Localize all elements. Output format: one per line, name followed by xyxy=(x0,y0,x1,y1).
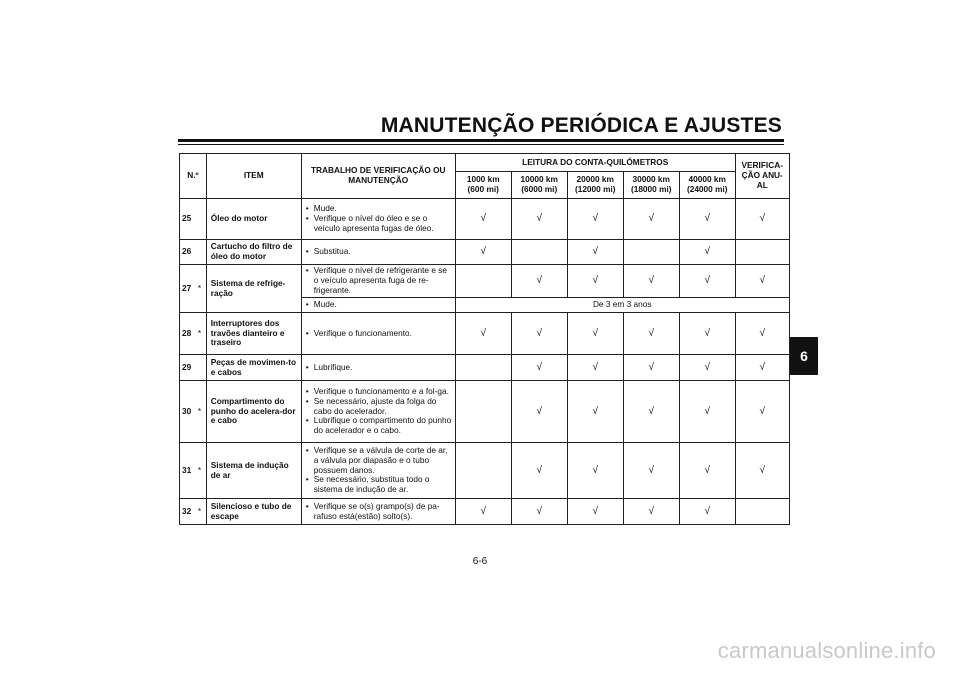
work-cell xyxy=(301,355,455,381)
check-cell: √ xyxy=(455,240,511,265)
title-rule xyxy=(178,139,784,142)
row-item: Sistema de refrige-ração xyxy=(206,265,301,313)
check-cell: √ xyxy=(567,240,623,265)
bullet-dot: • xyxy=(305,203,309,214)
check-cell: √ xyxy=(679,443,735,499)
table-row xyxy=(180,381,790,443)
work-bullet xyxy=(306,397,453,417)
work-text: Verifique o nível de refrigerante e se o veículo apresenta fuga de re-frigerante. xyxy=(313,265,448,295)
header-item: ITEM xyxy=(206,154,301,199)
row-item: Silencioso e tubo de escape xyxy=(206,499,301,525)
work-text: Verifique o funcionamento. xyxy=(313,327,412,338)
table-row xyxy=(180,265,790,298)
row-item: Sistema de indução de ar xyxy=(206,443,301,499)
page-number: 6-6 xyxy=(472,556,488,567)
row-item: Compartimento do punho do acelera-dor e cabo xyxy=(206,381,301,443)
title-rule-thin xyxy=(178,144,784,145)
header-odometer: LEITURA DO CONTA-QUILÓMETROS xyxy=(455,154,735,172)
work-text: Se necessário, ajuste da folga do cabo do acelerador. xyxy=(313,395,437,416)
check-cell: √ xyxy=(623,265,679,298)
table-row xyxy=(180,355,790,381)
work-text: Verifique o funcionamento e a fol-ga. xyxy=(313,385,449,396)
check-cell: √ xyxy=(511,381,567,443)
check-cell: √ xyxy=(679,313,735,355)
chapter-tab: 6 xyxy=(790,337,818,375)
work-cell xyxy=(301,499,455,525)
row-asterisk xyxy=(193,199,206,240)
work-cell xyxy=(301,313,455,355)
work-bullet xyxy=(306,446,453,476)
work-text: Verifique se a válvula de corte de ar, a válvula por diapasão e o tubo possuem danos. xyxy=(313,444,448,475)
row-number: 28 xyxy=(180,313,194,355)
work-text: Lubrifique o compartimento do punho do acelerador e o cabo. xyxy=(313,415,452,436)
check-cell: √ xyxy=(679,499,735,525)
work-cell xyxy=(301,240,455,265)
work-text: Mude. xyxy=(313,299,337,310)
bullet-dot: • xyxy=(305,265,309,276)
bullet-dot: • xyxy=(305,500,309,511)
check-cell: √ xyxy=(623,199,679,240)
row-item: Cartucho do filtro de óleo do motor xyxy=(206,240,301,265)
work-bullet xyxy=(306,329,453,339)
row-asterisk xyxy=(193,355,206,381)
check-cell: √ xyxy=(735,313,789,355)
check-cell: √ xyxy=(735,443,789,499)
row-number: 25 xyxy=(180,199,194,240)
check-cell: √ xyxy=(567,381,623,443)
check-cell: √ xyxy=(735,355,789,381)
bullet-dot: • xyxy=(305,361,309,372)
work-bullet xyxy=(306,214,453,234)
table-row xyxy=(180,240,790,265)
work-bullet xyxy=(306,475,453,495)
work-bullet xyxy=(306,363,453,373)
row-asterisk: * xyxy=(193,381,206,443)
work-cell xyxy=(301,298,455,313)
check-cell xyxy=(623,240,679,265)
header-interval: 20000 km (12000 mi) xyxy=(567,172,623,199)
check-cell: √ xyxy=(455,313,511,355)
bullet-dot: • xyxy=(305,415,309,426)
header-interval: 30000 km (18000 mi) xyxy=(623,172,679,199)
header-interval: 40000 km (24000 mi) xyxy=(679,172,735,199)
row-asterisk: * xyxy=(193,443,206,499)
bullet-dot: • xyxy=(305,444,309,455)
row-number: 30 xyxy=(180,381,194,443)
check-cell: √ xyxy=(567,199,623,240)
work-text: Verifique o nível do óleo e se o veículo apresenta fugas de óleo. xyxy=(313,213,434,233)
table-row xyxy=(180,313,790,355)
check-cell: √ xyxy=(679,355,735,381)
table-row xyxy=(180,443,790,499)
header-work: TRABALHO DE VERIFICAÇÃO OU MANUTENÇÃO xyxy=(301,154,455,199)
check-cell: √ xyxy=(735,199,789,240)
check-cell xyxy=(455,355,511,381)
bullet-dot: • xyxy=(305,213,309,224)
row-number: 26 xyxy=(180,240,194,265)
work-text: Substitua. xyxy=(313,246,351,257)
page-title: MANUTENÇÃO PERIÓDICA E AJUSTES xyxy=(380,114,782,137)
check-cell: √ xyxy=(679,381,735,443)
bullet-dot: • xyxy=(305,299,309,310)
bullet-dot: • xyxy=(305,327,309,338)
check-cell: √ xyxy=(679,240,735,265)
bullet-dot: • xyxy=(305,246,309,257)
check-cell xyxy=(455,265,511,298)
row-item: Interruptores dos travões dianteiro e traseiro xyxy=(206,313,301,355)
check-cell: √ xyxy=(567,265,623,298)
work-cell xyxy=(301,443,455,499)
check-cell: √ xyxy=(511,265,567,298)
row-number: 31 xyxy=(180,443,194,499)
row-asterisk xyxy=(193,240,206,265)
check-cell: √ xyxy=(567,499,623,525)
table-row xyxy=(180,499,790,525)
row-asterisk: * xyxy=(193,499,206,525)
check-cell: √ xyxy=(567,443,623,499)
check-cell: √ xyxy=(511,355,567,381)
check-cell: √ xyxy=(567,355,623,381)
check-cell: √ xyxy=(511,443,567,499)
check-cell: √ xyxy=(679,265,735,298)
work-bullet xyxy=(306,416,453,436)
header-interval: 10000 km (6000 mi) xyxy=(511,172,567,199)
check-cell: √ xyxy=(735,381,789,443)
work-bullet xyxy=(306,266,453,296)
work-text: Mude. xyxy=(313,203,337,214)
check-cell xyxy=(455,443,511,499)
row-number: 27 xyxy=(180,265,194,313)
header-annual: VERIFICA-ÇÃO ANU-AL xyxy=(735,154,789,199)
row-item: Peças de movimen-to e cabos xyxy=(206,355,301,381)
row-number: 29 xyxy=(180,355,194,381)
interval-span: De 3 em 3 anos xyxy=(455,298,789,313)
work-text: Verifique se o(s) grampo(s) de pa-rafuso está(estão) solto(s). xyxy=(313,500,440,521)
check-cell: √ xyxy=(511,313,567,355)
work-bullet xyxy=(306,502,453,522)
bullet-dot: • xyxy=(305,385,309,396)
check-cell xyxy=(511,240,567,265)
check-cell: √ xyxy=(455,499,511,525)
check-cell: √ xyxy=(455,199,511,240)
header-interval: 1000 km (600 mi) xyxy=(455,172,511,199)
watermark: carmanualsonline.info xyxy=(717,638,936,663)
check-cell: √ xyxy=(679,199,735,240)
bullet-dot: • xyxy=(305,395,309,406)
bullet-dot: • xyxy=(305,474,309,485)
check-cell: √ xyxy=(623,443,679,499)
row-asterisk: * xyxy=(193,265,206,313)
check-cell xyxy=(735,240,789,265)
work-bullet xyxy=(306,247,453,257)
check-cell: √ xyxy=(567,313,623,355)
check-cell xyxy=(735,499,789,525)
check-cell: √ xyxy=(623,499,679,525)
check-cell: √ xyxy=(623,355,679,381)
work-cell xyxy=(301,265,455,298)
header-no: N.º xyxy=(180,154,207,199)
work-cell xyxy=(301,199,455,240)
check-cell: √ xyxy=(511,199,567,240)
maintenance-table xyxy=(179,153,790,525)
work-text: Se necessário, substitua todo o sistema de indução de ar. xyxy=(313,474,430,495)
check-cell xyxy=(455,381,511,443)
work-text: Lubrifique. xyxy=(313,361,353,372)
check-cell: √ xyxy=(623,313,679,355)
check-cell: √ xyxy=(511,499,567,525)
work-bullet xyxy=(306,300,453,310)
check-cell: √ xyxy=(623,381,679,443)
work-cell xyxy=(301,381,455,443)
row-asterisk: * xyxy=(193,313,206,355)
check-cell: √ xyxy=(735,265,789,298)
row-number: 32 xyxy=(180,499,194,525)
table-row xyxy=(180,199,790,240)
row-item: Óleo do motor xyxy=(206,199,301,240)
